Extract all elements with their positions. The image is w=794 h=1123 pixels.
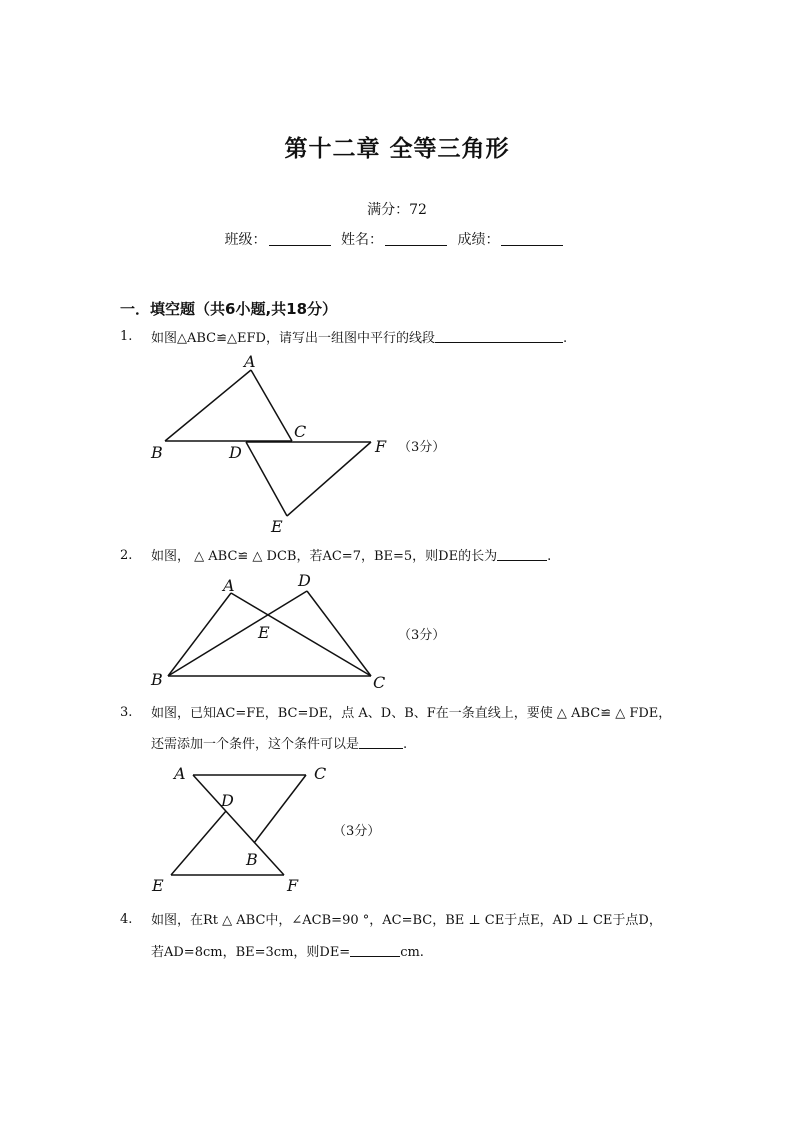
q1-label-e: E — [271, 517, 283, 536]
q2-stem: 如图， △ ABC≌ △ DCB，若AC=7，BE=5，则DE的长为 — [151, 549, 498, 564]
q3-label-e: E — [152, 876, 164, 895]
q2-label-e: E — [258, 623, 270, 642]
q3-label-c: C — [314, 764, 327, 783]
q2-points: （3分） — [398, 628, 446, 643]
full-score: 满分：72 — [367, 202, 427, 218]
q1-label-c: C — [294, 422, 307, 441]
q3-label-a: A — [174, 764, 186, 783]
q2-number: 2. — [120, 548, 133, 563]
q3-label-b: B — [246, 850, 258, 869]
q2-label-d: D — [298, 571, 311, 590]
q4-stem-2a: 若AD=8cm，BE=3cm，则DE= — [151, 945, 351, 960]
q2-label-b: B — [151, 670, 163, 689]
q4-text-line2 — [151, 941, 424, 960]
q1-label-a: A — [244, 352, 256, 371]
q1-number: 1. — [120, 329, 133, 344]
q3-points: （3分） — [333, 824, 381, 839]
grade-label: 成绩： — [457, 232, 500, 248]
q1-points: （3分） — [398, 440, 446, 455]
name-label: 姓名： — [341, 232, 383, 248]
q1-period: . — [562, 331, 568, 346]
q3-stem-2: 还需添加一个条件，这个条件可以是 — [151, 737, 360, 752]
q4-answer-blank[interactable] — [350, 944, 400, 957]
q1-label-d: D — [229, 443, 242, 462]
q3-line-CB — [254, 775, 306, 843]
section-title: 一．填空题（共6小题,共18分） — [120, 300, 338, 318]
q3-label-d: D — [221, 791, 234, 810]
q2-label-c: C — [373, 673, 386, 692]
q3-line-AF — [193, 775, 284, 875]
q3-line-ED — [171, 811, 226, 875]
q4-stem-2b: cm. — [400, 945, 424, 960]
q4-number: 4. — [120, 912, 133, 927]
q3-number: 3. — [120, 705, 133, 720]
q1-label-b: B — [151, 443, 163, 462]
q2-period: . — [547, 549, 552, 564]
class-label: 班级： — [224, 232, 267, 248]
q2-label-a: A — [223, 576, 235, 595]
q1-label-f: F — [375, 437, 387, 456]
q3-period: . — [403, 737, 408, 752]
q3-text-line1: 如图，已知AC=FE，BC=DE，点 A、D、B、F在一条直线上，要使 △ ABC≌ △ FDE， — [151, 706, 672, 721]
q3-label-f: F — [287, 876, 299, 895]
q1-stem: 如图△ABC≌△EFD，请写出一组图中平行的线段 — [151, 331, 435, 346]
page-title: 第十二章 全等三角形 — [284, 136, 510, 162]
q4-text-line1: 如图，在Rt △ ABC中，∠ACB=90 °，AC=BC，BE ⊥ CE于点E，AD ⊥ CE于点D， — [151, 913, 662, 928]
